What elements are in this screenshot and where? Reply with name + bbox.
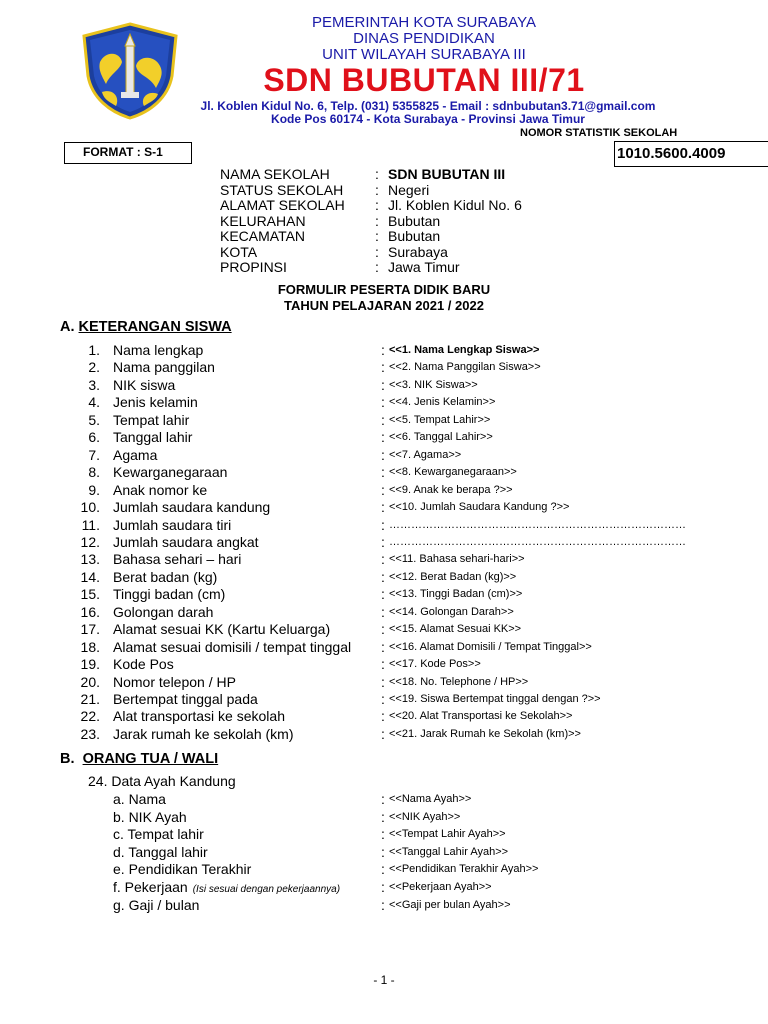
student-field-row <box>0 429 768 446</box>
field-colon: : <box>381 481 385 498</box>
field-value[interactable]: <<21. Jarak Rumah ke Sekolah (km)>> <box>389 727 581 740</box>
field-colon: : <box>381 843 385 860</box>
student-field-row <box>0 534 768 551</box>
field-value[interactable]: <<9. Anak ke berapa ?>> <box>389 483 513 496</box>
field-number: 11. <box>81 516 100 533</box>
identity-row <box>220 167 620 183</box>
field-value[interactable]: <<19. Siswa Bertempat tinggal dengan ?>> <box>389 693 601 705</box>
field-colon: : <box>381 586 385 603</box>
student-field-row <box>0 551 768 568</box>
identity-row <box>220 198 620 214</box>
student-field-row <box>0 639 768 656</box>
field-value[interactable]: <<2. Nama Panggilan Siswa>> <box>389 361 541 374</box>
father-field-label-text: a. Nama <box>113 791 166 807</box>
nss-label: NOMOR STATISTIK SEKOLAH <box>520 127 678 139</box>
section-a-letter: A. <box>60 319 75 335</box>
field-colon: : <box>381 359 385 376</box>
format-box: FORMAT : S-1 <box>64 142 192 164</box>
field-colon: : <box>381 861 385 878</box>
section-a-heading <box>60 319 232 335</box>
header-department: DINAS PENDIDIKAN <box>353 30 495 47</box>
father-field-value[interactable]: <<Tanggal Lahir Ayah>> <box>389 845 509 858</box>
field-label: NIK siswa <box>113 376 176 393</box>
student-field-row <box>0 377 768 394</box>
father-field-row <box>0 791 768 808</box>
student-field-row <box>0 499 768 516</box>
field-label: Jumlah saudara kandung <box>113 499 271 516</box>
identity-colon: : <box>375 197 379 213</box>
field-number: 4. <box>88 394 100 411</box>
section-b-heading <box>60 751 218 767</box>
field-label: Anak nomor ke <box>113 481 208 498</box>
field-colon: : <box>381 896 385 913</box>
field-label: Bertempat tinggal pada <box>113 691 258 707</box>
field-value[interactable]: <<13. Tinggi Badan (cm)>> <box>389 588 523 601</box>
student-field-row <box>0 359 768 376</box>
student-field-row <box>0 394 768 411</box>
field-number: 1. <box>88 342 100 358</box>
father-field-label <box>113 809 187 825</box>
field-label: Golongan darah <box>113 603 214 620</box>
field-number: 22. <box>80 708 100 725</box>
field-label: Nama lengkap <box>113 342 204 358</box>
field-label: Jumlah saudara angkat <box>113 533 259 550</box>
field-colon: : <box>381 603 385 620</box>
field-colon: : <box>381 446 385 463</box>
field-colon: : <box>381 551 385 568</box>
identity-colon: : <box>375 212 379 229</box>
father-field-label-text: b. NIK Ayah <box>113 808 187 825</box>
student-field-row <box>0 342 768 359</box>
father-field-label-text: c. Tempat lahir <box>113 826 204 843</box>
student-field-row <box>0 656 768 673</box>
father-field-note: (Isi sesuai dengan pekerjaannya) <box>192 884 341 895</box>
field-number: 16. <box>80 603 100 620</box>
field-value[interactable]: <<8. Kewarganegaraan>> <box>389 466 517 479</box>
field-number: 14. <box>80 568 100 585</box>
field-label: Jumlah saudara tiri <box>113 516 232 533</box>
field-label: Nomor telepon / HP <box>113 673 236 690</box>
field-colon: : <box>381 533 385 550</box>
identity-value: Jawa Timur <box>388 259 460 275</box>
field-value[interactable]: <<18. No. Telephone / HP>> <box>389 675 529 688</box>
field-number: 17. <box>80 621 100 638</box>
field-label: Bahasa sehari – hari <box>113 551 242 568</box>
field-colon: : <box>381 376 385 393</box>
father-field-label <box>113 879 340 895</box>
field-number: 2. <box>88 359 100 376</box>
identity-value: SDN BUBUTAN III <box>388 166 506 182</box>
field-number: 7. <box>88 446 100 463</box>
field-number: 10. <box>80 499 100 516</box>
field-value[interactable]: <<6. Tanggal Lahir>> <box>389 431 493 444</box>
field-colon: : <box>381 708 385 725</box>
father-field-label <box>113 826 204 842</box>
field-colon: : <box>381 394 385 411</box>
field-value[interactable]: <<14. Golongan Darah>> <box>389 605 514 618</box>
field-colon: : <box>381 516 385 533</box>
identity-colon: : <box>375 243 379 260</box>
field-value[interactable]: <<10. Jumlah Saudara Kandung ?>> <box>389 501 570 514</box>
form-title-line1: FORMULIR PESERTA DIDIK BARU <box>277 282 491 297</box>
field-label: Kewarganegaraan <box>113 464 228 481</box>
student-field-row <box>0 708 768 725</box>
field-colon: : <box>381 691 385 707</box>
field-value[interactable]: <<3. NIK Siswa>> <box>389 378 478 391</box>
identity-label: KECAMATAN <box>220 228 306 244</box>
field-number: 12. <box>80 533 100 550</box>
page-number: - 1 - <box>373 973 395 987</box>
field-number: 19. <box>80 656 100 673</box>
father-field-value[interactable]: <<NIK Ayah>> <box>389 810 461 823</box>
field-label: Agama <box>113 446 158 463</box>
father-field-label <box>113 844 208 860</box>
field-label: Jenis kelamin <box>113 394 198 411</box>
field-label: Tinggi badan (cm) <box>113 586 226 603</box>
identity-label: PROPINSI <box>220 259 287 275</box>
field-value[interactable]: <<17. Kode Pos>> <box>389 658 481 671</box>
student-field-row <box>0 586 768 603</box>
identity-label: ALAMAT SEKOLAH <box>220 197 345 213</box>
field-value[interactable]: ……………………………………………………………………… <box>389 518 686 531</box>
field-number: 9. <box>88 481 100 498</box>
identity-label: NAMA SEKOLAH <box>220 166 330 182</box>
field-label: Jarak rumah ke sekolah (km) <box>113 725 294 742</box>
field-number: 5. <box>88 411 100 428</box>
father-field-value[interactable]: <<Tempat Lahir Ayah>> <box>389 828 506 841</box>
school-postal: Kode Pos 60174 - Kota Surabaya - Provinsi Jawa Timur <box>271 112 585 126</box>
student-field-row <box>0 569 768 586</box>
field-label: Tanggal lahir <box>113 429 193 446</box>
identity-row <box>220 260 620 276</box>
father-field-row <box>0 897 768 914</box>
student-field-row <box>0 412 768 429</box>
field-number: 15. <box>80 586 100 603</box>
field-colon: : <box>381 879 385 895</box>
field-label: Kode Pos <box>113 656 174 673</box>
field-value[interactable]: <<5. Tempat Lahir>> <box>389 413 491 426</box>
section-b-letter: B. <box>60 751 75 767</box>
field-colon: : <box>381 656 385 673</box>
father-field-value[interactable]: <<Pekerjaan Ayah>> <box>389 881 492 893</box>
identity-colon: : <box>375 181 379 198</box>
school-address: Jl. Koblen Kidul No. 6, Telp. (031) 5355825 - Email : sdnbubutan3.71@gmail.com <box>200 99 656 113</box>
field-value[interactable]: <<4. Jenis Kelamin>> <box>389 396 496 409</box>
field-label: Alamat sesuai KK (Kartu Keluarga) <box>113 621 331 638</box>
student-field-row <box>0 464 768 481</box>
field-value[interactable]: <<15. Alamat Sesuai KK>> <box>389 623 522 636</box>
father-field-label <box>113 897 199 913</box>
field-value[interactable]: <<1. Nama Lengkap Siswa>> <box>389 344 540 356</box>
identity-colon: : <box>375 259 379 275</box>
field-value[interactable]: <<12. Berat Badan (kg)>> <box>389 570 517 583</box>
identity-value: Bubutan <box>388 228 441 244</box>
father-field-label-text: g. Gaji / bulan <box>113 896 200 913</box>
field-colon: : <box>381 791 385 807</box>
student-field-row <box>0 726 768 743</box>
field-value[interactable]: <<16. Alamat Domisili / Tempat Tinggal>> <box>389 640 592 653</box>
identity-colon: : <box>375 228 379 244</box>
student-field-row <box>0 482 768 499</box>
student-field-row <box>0 621 768 638</box>
father-field-value[interactable]: <<Gaji per bulan Ayah>> <box>389 898 511 911</box>
header-unit: UNIT WILAYAH SURABAYA III <box>322 46 526 63</box>
field-colon: : <box>381 808 385 825</box>
field-label: Nama panggilan <box>113 359 215 376</box>
field-colon: : <box>381 342 385 358</box>
student-field-row <box>0 674 768 691</box>
school-title: SDN BUBUTAN III/71 <box>263 62 585 98</box>
father-field-row <box>0 879 768 896</box>
identity-label: KELURAHAN <box>220 212 306 229</box>
field-label: Alat transportasi ke sekolah <box>113 708 285 725</box>
nss-value: 1010.5600.4009 <box>614 141 768 167</box>
identity-value: Bubutan <box>388 212 441 229</box>
student-field-row <box>0 447 768 464</box>
identity-value: Negeri <box>388 181 430 198</box>
field-number: 23. <box>80 725 100 742</box>
section-a-title: KETERANGAN SISWA <box>78 319 232 335</box>
field-colon: : <box>381 673 385 690</box>
field-label: Alamat sesuai domisili / tempat tinggal <box>113 638 352 655</box>
field-colon: : <box>381 826 385 843</box>
field-value[interactable]: <<7. Agama>> <box>389 448 462 461</box>
field-value[interactable]: <<20. Alat Transportasi ke Sekolah>> <box>389 710 573 723</box>
identity-label: STATUS SEKOLAH <box>220 181 344 198</box>
father-field-value[interactable]: <<Nama Ayah>> <box>389 793 472 805</box>
field-colon: : <box>381 638 385 655</box>
father-field-row <box>0 861 768 878</box>
student-field-row <box>0 691 768 708</box>
field-colon: : <box>381 725 385 742</box>
section-b-title: ORANG TUA / WALI <box>82 751 219 767</box>
field-number: 3. <box>88 376 100 393</box>
identity-value: Surabaya <box>388 243 448 260</box>
field-number: 18. <box>80 638 100 655</box>
father-field-label <box>113 791 166 807</box>
father-field-label-text: d. Tanggal lahir <box>113 843 208 860</box>
field-number: 8. <box>88 464 100 481</box>
father-field-row <box>0 844 768 861</box>
field-number: 6. <box>88 429 100 446</box>
student-field-row <box>0 517 768 534</box>
header-government: PEMERINTAH KOTA SURABAYA <box>312 14 536 31</box>
field-number: 21. <box>80 691 100 707</box>
father-field-value[interactable]: <<Pendidikan Terakhir Ayah>> <box>389 863 539 876</box>
father-field-label <box>113 861 251 877</box>
father-field-row <box>0 809 768 826</box>
field-colon: : <box>381 411 385 428</box>
form-title-line2: TAHUN PELAJARAN 2021 / 2022 <box>284 298 484 313</box>
field-label: Tempat lahir <box>113 411 190 428</box>
field-colon: : <box>381 464 385 481</box>
field-label: Berat badan (kg) <box>113 568 218 585</box>
father-data-heading: 24. Data Ayah Kandung <box>88 773 236 789</box>
field-number: 13. <box>80 551 100 568</box>
field-value[interactable]: ……………………………………………………………………… <box>389 535 686 548</box>
field-colon: : <box>381 568 385 585</box>
field-number: 20. <box>80 673 100 690</box>
identity-colon: : <box>375 166 379 182</box>
field-value[interactable]: <<11. Bahasa sehari-hari>> <box>389 553 525 566</box>
identity-row <box>220 229 620 245</box>
father-field-label-text: e. Pendidikan Terakhir <box>113 861 252 878</box>
identity-value: Jl. Koblen Kidul No. 6 <box>388 197 522 213</box>
field-colon: : <box>381 621 385 638</box>
field-colon: : <box>381 499 385 516</box>
father-field-row <box>0 826 768 843</box>
father-field-label-text: f. Pekerjaan <box>113 879 188 895</box>
student-field-row <box>0 604 768 621</box>
identity-label: KOTA <box>220 243 258 260</box>
field-colon: : <box>381 429 385 446</box>
